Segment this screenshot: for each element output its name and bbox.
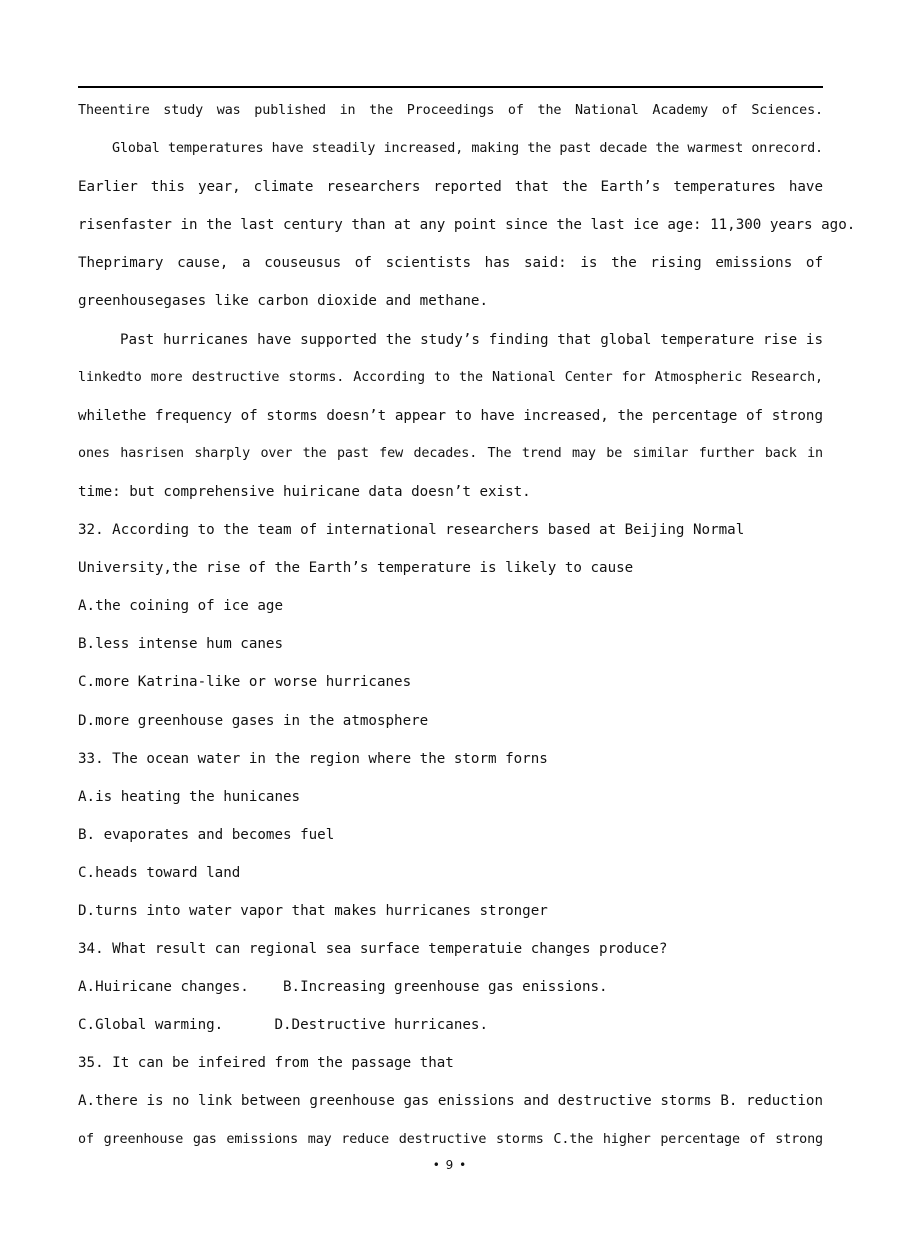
passage-line: Earlier this year, climate researchers reported that the Earth’s temperatures have	[78, 179, 823, 196]
passage-line: time: but comprehensive huiricane data doesn’t exist.	[78, 483, 531, 500]
passage-line: Theprimary cause, a couseusus of scientists has said: is the rising emissions of	[78, 255, 823, 272]
question-34-options-ab: A.Huiricane changes. B.Increasing greenhouse gas enissions.	[78, 979, 608, 996]
passage-line: ones hasrisen sharply over the past few decades. The trend may be similar further back in	[78, 445, 823, 461]
question-33-option-b: B. evaporates and becomes fuel	[78, 826, 335, 843]
question-33-option-c: C.heads toward land	[78, 864, 241, 881]
document-body	[78, 92, 856, 1159]
passage-line: greenhousegases like carbon dioxide and methane.	[78, 293, 488, 310]
page-number: • 9 •	[432, 1158, 468, 1172]
header-rule	[78, 86, 823, 88]
passage-line: risenfaster in the last century than at any point since the last ice age: 11,300 years ago.	[78, 217, 856, 234]
passage-line: Past hurricanes have supported the study’s finding that global temperature rise is	[120, 331, 823, 348]
question-33-stem: 33. The ocean water in the region where the storm forns	[78, 750, 548, 767]
question-34-options-cd: C.Global warming. D.Destructive hurricanes.	[78, 1017, 488, 1034]
question-35-options-line: of greenhouse gas emissions may reduce destructive storms C.the higher percentage of strong	[78, 1131, 823, 1147]
passage-line: Global temperatures have steadily increased, making the past decade the warmest onrecord.	[112, 141, 823, 157]
question-35-options-line: A.there is no link between greenhouse gas enissions and destructive storms B. reduction	[78, 1093, 823, 1110]
question-32-option-c: C.more Katrina-like or worse hurricanes	[78, 674, 412, 691]
passage-line: Theentire study was published in the Proceedings of the National Academy of Sciences.	[78, 103, 823, 118]
question-32-stem-cont: University,the rise of the Earth’s temperature is likely to cause	[78, 560, 634, 577]
question-33-option-d: D.turns into water vapor that makes hurricanes stronger	[78, 902, 548, 919]
question-35-stem: 35. It can be infeired from the passage that	[78, 1055, 454, 1072]
question-32-option-b: B.less intense hum canes	[78, 636, 283, 653]
question-32-stem: 32. According to the team of international researchers based at Beijing Normal	[78, 522, 745, 539]
passage-line: linkedto more destructive storms. According to the National Center for Atmospheric Research,	[78, 369, 823, 385]
question-33-option-a: A.is heating the hunicanes	[78, 788, 301, 805]
question-32-option-a: A.the coining of ice age	[78, 598, 283, 615]
passage-line: whilethe frequency of storms doesn’t appear to have increased, the percentage of strong	[78, 407, 823, 424]
question-32-option-d: D.more greenhouse gases in the atmosphere	[78, 712, 429, 729]
question-34-stem: 34. What result can regional sea surface temperatuie changes produce?	[78, 941, 668, 958]
